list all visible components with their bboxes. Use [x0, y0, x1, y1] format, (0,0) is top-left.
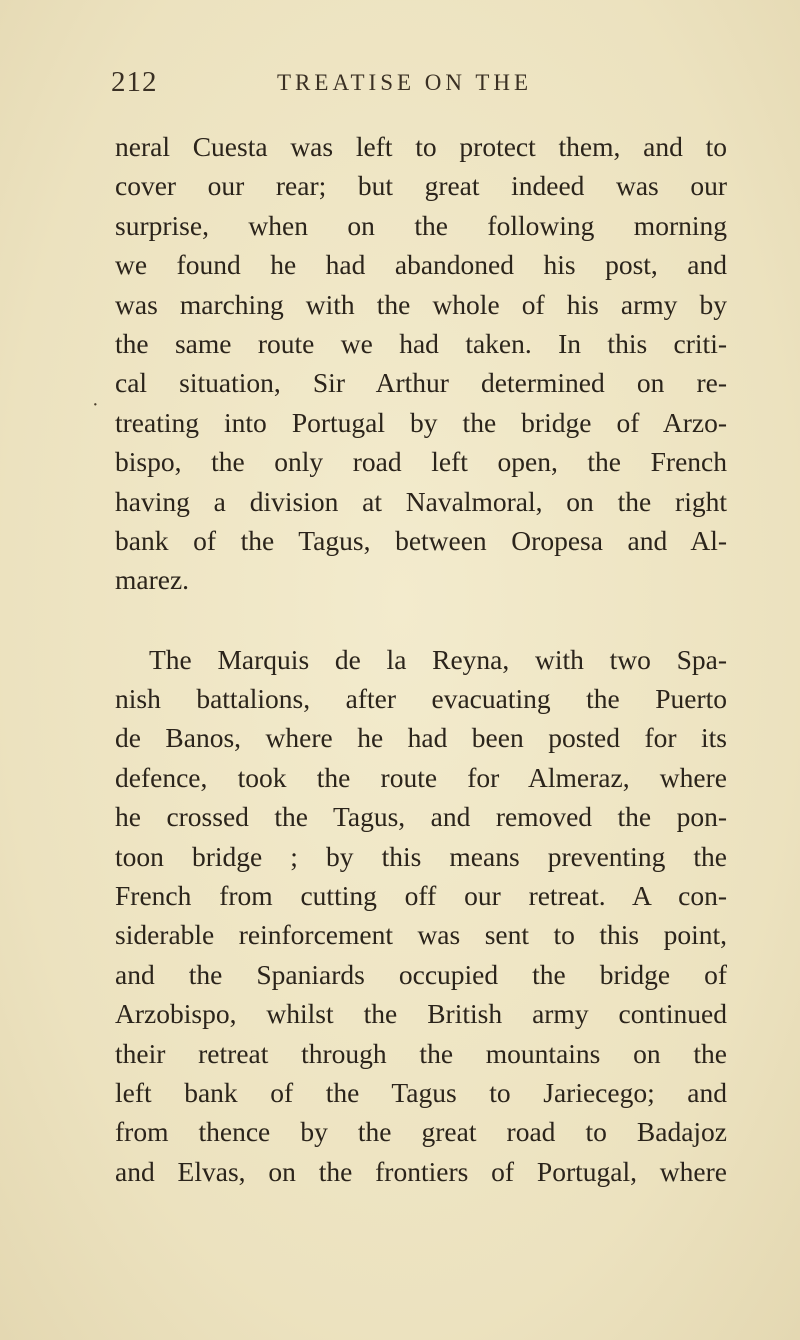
text-line: treating into Portugal by the bridge of Arzo-: [115, 406, 727, 438]
text-line: he crossed the Tagus, and removed the pon-: [115, 801, 727, 833]
text-line: the same route we had taken. In this criti-: [115, 327, 727, 359]
text-line: we found he had abandoned his post, and: [115, 249, 727, 281]
text-line: cal situation, Sir Arthur determined on re-: [115, 367, 727, 399]
page-number: 212: [111, 66, 158, 98]
text-line: and the Spaniards occupied the bridge of: [115, 958, 727, 990]
text-line: toon bridge ; by this means preventing the: [115, 840, 727, 872]
text-line: bispo, the only road left open, the French: [115, 446, 727, 478]
text-line: The Marquis de la Reyna, with two Spa-: [149, 643, 727, 675]
running-head: [0, 66, 800, 106]
text-line: bank of the Tagus, between Oropesa and Al-: [115, 524, 727, 556]
text-line: surprise, when on the following morning: [115, 209, 727, 241]
text-line: defence, took the route for Almeraz, where: [115, 761, 727, 793]
running-title: TREATISE ON THE: [277, 70, 533, 95]
body-text: [115, 127, 727, 1191]
text-line: French from cutting off our retreat. A con-: [115, 880, 727, 912]
margin-speck: ·: [92, 394, 99, 416]
text-line: siderable reinforcement was sent to this point,: [115, 919, 727, 951]
text-line: Arzobispo, whilst the British army continued: [115, 998, 727, 1030]
text-line: cover our rear; but great indeed was our: [115, 170, 727, 202]
paragraph-1: [115, 127, 727, 600]
text-line: neral Cuesta was left to protect them, and to: [115, 131, 727, 162]
text-line: marez.: [115, 564, 190, 596]
text-line: nish battalions, after evacuating the Puerto: [115, 683, 727, 715]
text-line: their retreat through the mountains on the: [115, 1037, 727, 1069]
text-line: left bank of the Tagus to Jariecego; and: [115, 1076, 727, 1108]
text-line: and Elvas, on the frontiers of Portugal, where: [115, 1155, 727, 1187]
paragraph-2: [115, 640, 727, 1191]
text-line: was marching with the whole of his army by: [115, 288, 727, 320]
text-line: from thence by the great road to Badajoz: [115, 1116, 727, 1148]
paragraph-gap: [115, 600, 727, 640]
text-line: having a division at Navalmoral, on the right: [115, 485, 727, 517]
text-line: de Banos, where he had been posted for its: [115, 722, 727, 754]
